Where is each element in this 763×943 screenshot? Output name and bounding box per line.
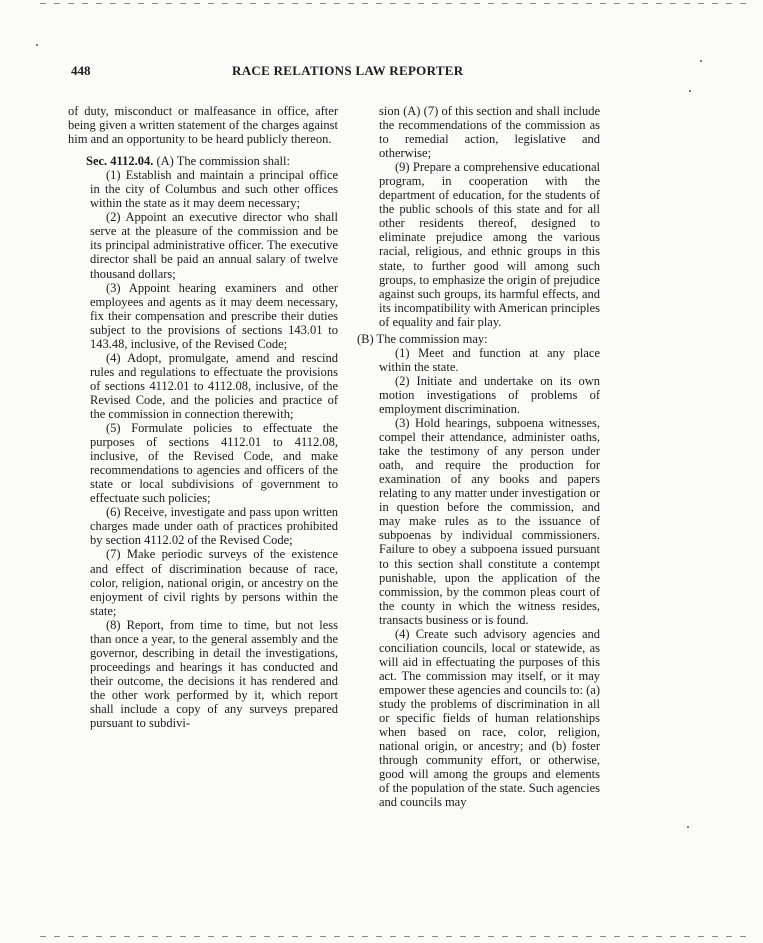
bottom-edge-line xyxy=(40,936,753,937)
clause-b-4: (4) Create such advisory agencies and conciliation councils, local or statewide, as will aid in effectuating the purposes of this act. The commission may itself, or it may empower these agencies and councils to: (a) study the problems of discrimination in all or specific fields of human relationships when based on race, color, religion, national origin, or ancestry; and (b) foster through community effort, or otherwise, good will among the groups and elements of the population of the state. Such agencies and councils may xyxy=(379,626,600,810)
carryover-paragraph: of duty, misconduct or malfeasance in office, after being given a written statement of the charges against him and an opportunity to be heard publicly thereon. xyxy=(68,104,338,147)
page-number: 448 xyxy=(71,63,91,78)
scan-speck xyxy=(36,44,38,46)
section-label: Sec. 4112.04. xyxy=(86,154,154,169)
clause-a-5: (5) Formulate policies to effectuate the purposes of sections 4112.01 to 4112.08, inclusive, of the Revised Code, and make recommendations to agencies and officers of the state or local subdivisions of government to effectuate such policies; xyxy=(90,421,338,506)
scan-speck xyxy=(687,826,689,828)
right-column xyxy=(357,104,600,809)
top-edge-line xyxy=(40,3,753,4)
running-title: RACE RELATIONS LAW REPORTER xyxy=(232,63,464,78)
clause-b-1: (1) Meet and function at any place within the state. xyxy=(379,345,600,374)
clause-a-1: (1) Establish and maintain a principal office in the city of Columbus and such other offices within the state as it may deem necessary; xyxy=(90,168,338,211)
clause-b-intro: (B) The commission may: xyxy=(357,331,488,346)
section-intro: (A) The commission shall: xyxy=(156,154,290,169)
clause-a-6: (6) Receive, investigate and pass upon written charges made under oath of practices prohibited by section 4112.02 of the Revised Code; xyxy=(90,505,338,548)
clause-b-3: (3) Hold hearings, subpoena witnesses, compel their attendance, administer oaths, take the testimony of any person under oath, and require the production for examination of any books and papers relating to any matter under investigation or in question before the commission, and may make rules as to the issuance of subpoenas by individual commissioners. Failure to obey a subpoena issued pursuant to this section shall constitute a contempt punishable, upon the application of the commission, by the common pleas court of the county in which the witness resides, transacts business or is found. xyxy=(379,416,600,627)
clause-a-3: (3) Appoint hearing examiners and other employees and agents as it may deem necessary, fix their compensation and prescribe their duties subject to the provisions of sections 143.01 to 143.48, inclusive, of the Revised Code; xyxy=(90,280,338,351)
clause-a-2: (2) Appoint an executive director who shall serve at the pleasure of the commission and be its principal administrative officer. The executive director shall be paid an annual salary of twelve thousand dollars; xyxy=(90,210,338,281)
scan-speck xyxy=(689,90,691,92)
left-column xyxy=(68,104,338,730)
clause-a-8: (8) Report, from time to time, but not less than once a year, to the general assembly and the governor, describing in detail the investigations, proceedings and hearings it has conducted and their outcome, the decisions it has rendered and the other work performed by it, which report shall include a copy of any surveys prepared pursuant to subdivi- xyxy=(90,617,338,731)
scan-speck xyxy=(700,60,702,62)
clause-a-9: (9) Prepare a comprehensive educational program, in cooperation with the department of education, for the students of the public schools of this state and for all other residents thereof, designed to eliminate prejudice among the various racial, religious, and ethnic groups in this state, to further good will among such groups, to emphasize the origin of prejudice against such groups, its harmful effects, and its incompatibility with American principles of equality and fair play. xyxy=(379,160,600,329)
clause-a-7: (7) Make periodic surveys of the existence and effect of discrimination because of race, color, religion, national origin, or ancestry on the enjoyment of civil rights by persons within the state; xyxy=(90,547,338,618)
clause-a-4: (4) Adopt, promulgate, amend and rescind rules and regulations to effectuate the provisions of sections 4112.01 to 4112.08, inclusive, of the Revised Code, and the policies and practice of the commission in connection therewith; xyxy=(90,350,338,421)
section-heading xyxy=(68,154,338,168)
clause-b-2: (2) Initiate and undertake on its own motion investigations of problems of employment discrimination. xyxy=(379,373,600,416)
carryover-paragraph-right: sion (A) (7) of this section and shall include the recommendations of the commission as to remedial action, legislative and otherwise; xyxy=(379,104,600,161)
